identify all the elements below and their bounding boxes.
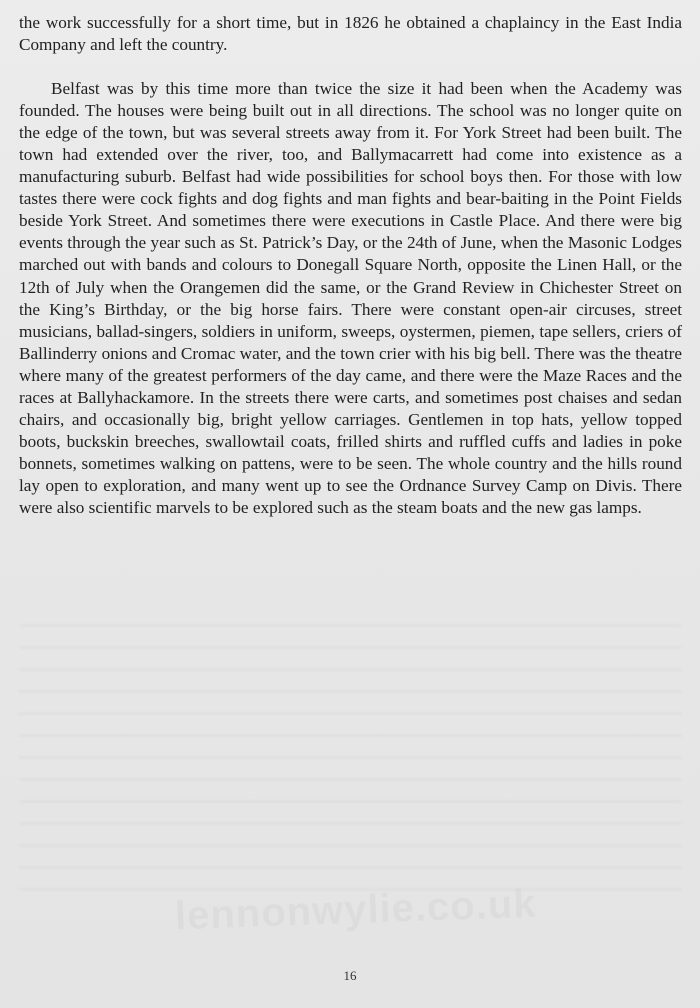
body-text [19, 12, 682, 519]
paragraph-2: Belfast was by this time more than twice the size it had been when the Academy was founded. The houses were being built out in all directions. The school was no longer quite on the edge of the town, but was several streets away from it. For York Street had been built. The town had extended over the river, too, and Ballymacarrett had come into existence as a manufacturing suburb. Belfast had wide possibilities for school boys then. For those with low tastes there were cock fights and dog fights and man fights and bear-baiting in the Point Fields beside York Street. And sometimes there were executions in Castle Place. And there were big events through the year such as St. Patrick’s Day, or the 24th of June, when the Masonic Lodges marched out with bands and colours to Donegall Square North, opposite the Linen Hall, or the 12th of July when the Orangemen did the same, or the Grand Review in Chichester Street on the King’s Birthday, or the big horse fairs. There were constant open-air circuses, street musicians, ballad-singers, soldiers in uniform, sweeps, oystermen, piemen, tape sellers, criers of Ballinderry onions and Cromac water, and the town crier with his big bell. There was the theatre where many of the greatest performers of the day came, and there were the Maze Races and the races at Ballyhackamore. In the streets there were carts, and sometimes post chaises and sedan chairs, and occasionally big, bright yellow carriages. Gentlemen in top hats, yellow topped boots, buckskin breeches, swallowtail coats, frilled shirts and ruffled cuffs and ladies in poke bonnets, sometimes walking on pattens, were to be seen. The whole country and the hills round lay open to exploration, and many went up to see the Ordnance Survey Camp on Divis. There were also scientific marvels to be explored such as the steam boats and the new gas lamps. [19, 79, 682, 517]
page-number: 16 [343, 968, 357, 983]
watermark: lennonwylie.co.uk [174, 881, 538, 939]
paragraph-1: the work successfully for a short time, but in 1826 he obtained a chaplaincy in the East India Company and left the country. [19, 13, 682, 55]
show-through-text [19, 612, 682, 904]
